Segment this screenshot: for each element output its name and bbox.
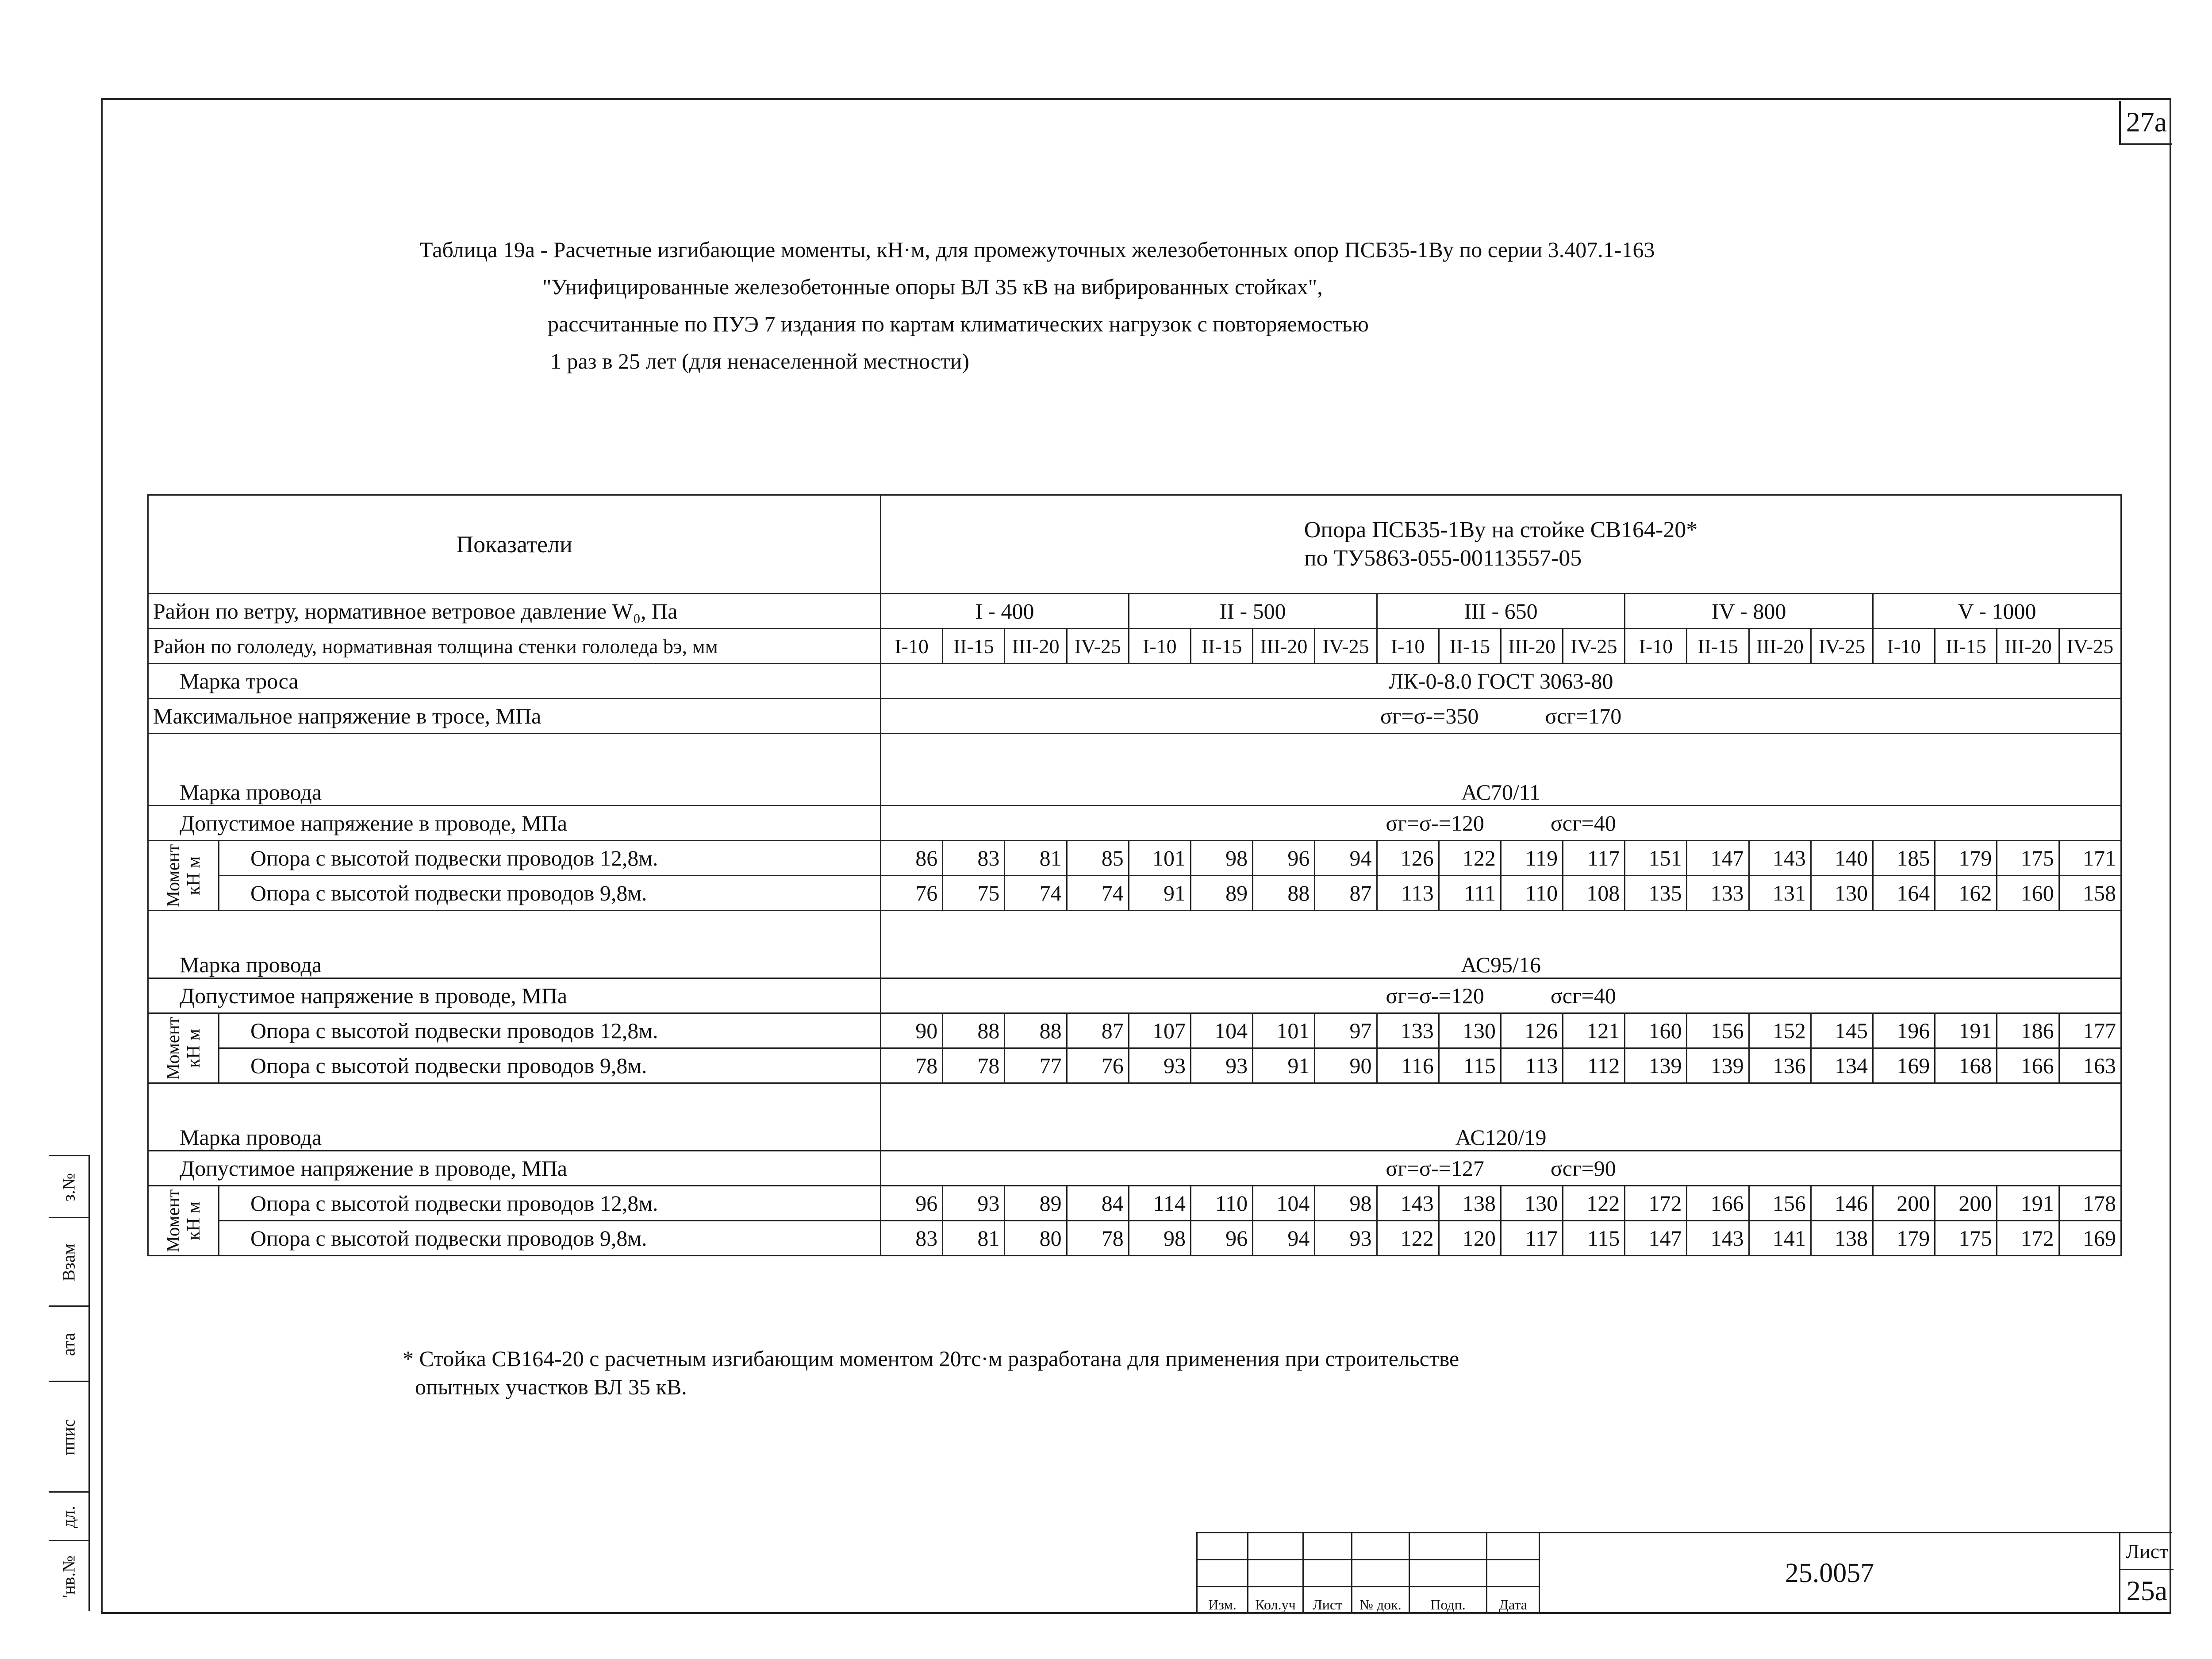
moment-value-cell: 130 xyxy=(1501,1186,1563,1221)
moment-value-cell: 178 xyxy=(2059,1186,2121,1221)
footnote xyxy=(403,1344,1459,1401)
moment-value-cell: 104 xyxy=(1253,1186,1315,1221)
moment-value-cell: 84 xyxy=(1067,1186,1129,1221)
moment-value-cell: 146 xyxy=(1811,1186,1873,1221)
moment-value-cell: 81 xyxy=(1005,841,1067,876)
moment-value-cell: 115 xyxy=(1563,1221,1625,1256)
moment-value-cell: 83 xyxy=(881,1221,943,1256)
wire-brand-value: АС70/11 xyxy=(881,734,2121,806)
moment-value-cell: 185 xyxy=(1873,841,1935,876)
revision-grid xyxy=(1196,1532,1540,1614)
moment-value-cell: 101 xyxy=(1129,841,1190,876)
moment-value-cell: 131 xyxy=(1749,876,1811,911)
moment-value-cell: 101 xyxy=(1253,1013,1315,1048)
moment-value-cell: 175 xyxy=(1997,841,2059,876)
moment-value-cell: 78 xyxy=(1067,1221,1129,1256)
moment-value-cell: 96 xyxy=(881,1186,943,1221)
moment-value-cell: 139 xyxy=(1687,1048,1749,1083)
cable-brand-label: Марка троса xyxy=(148,664,881,699)
moment-value-cell: 160 xyxy=(1625,1013,1687,1048)
moment-value-cell: 138 xyxy=(1439,1186,1501,1221)
stamp-label-sign: Подп. xyxy=(1409,1587,1487,1614)
moment-value-cell: 122 xyxy=(1439,841,1501,876)
moment-value-cell: 135 xyxy=(1625,876,1687,911)
side-stamp-cell: дл. xyxy=(49,1491,88,1541)
ice-district-cell: IV-25 xyxy=(1563,629,1625,664)
side-stamp-cell: ата xyxy=(49,1305,88,1382)
moment-value-cell: 143 xyxy=(1749,841,1811,876)
moment-value-cell: 152 xyxy=(1749,1013,1811,1048)
moment-unit-cell xyxy=(148,841,219,911)
ice-district-cell: II-15 xyxy=(1439,629,1501,664)
moment-value-cell: 93 xyxy=(1129,1048,1190,1083)
moment-value-cell: 111 xyxy=(1439,876,1501,911)
stamp-label-kol: Кол.уч xyxy=(1248,1587,1303,1614)
wind-district-cell: IV - 800 xyxy=(1625,594,1873,629)
caption-line-1: Таблица 19а - Расчетные изгибающие моменты, кН·м, для промежуточных железобетонных опор ПСБ35-1Ву по серии 3.407.1-163 xyxy=(419,237,1655,262)
ice-district-cell: II-15 xyxy=(1935,629,1997,664)
wire-stress-value: σг=σ-=120 σсг=40 xyxy=(881,806,2121,841)
sheet-number: 25а xyxy=(2126,1575,2168,1606)
moment-value-cell: 94 xyxy=(1253,1221,1315,1256)
moment-value-cell: 116 xyxy=(1377,1048,1439,1083)
moment-value-cell: 90 xyxy=(881,1013,943,1048)
moment-value-cell: 75 xyxy=(943,876,1005,911)
moment-value-cell: 117 xyxy=(1501,1221,1563,1256)
wind-row-label: Район по ветру, нормативное ветровое давление W₀, Па xyxy=(148,594,881,629)
moment-value-cell: 90 xyxy=(1315,1048,1377,1083)
moment-value-cell: 119 xyxy=(1501,841,1563,876)
moment-value-cell: 94 xyxy=(1315,841,1377,876)
moment-value-cell: 130 xyxy=(1811,876,1873,911)
moment-value-cell: 140 xyxy=(1811,841,1873,876)
moment-unit-label: Момент кН м xyxy=(163,1016,204,1080)
sheet-box xyxy=(2119,1532,2172,1613)
moment-value-cell: 143 xyxy=(1377,1186,1439,1221)
moment-value-cell: 168 xyxy=(1935,1048,1997,1083)
moment-value-cell: 74 xyxy=(1067,876,1129,911)
moment-value-cell: 169 xyxy=(1873,1048,1935,1083)
moment-value-cell: 114 xyxy=(1129,1186,1190,1221)
moment-value-cell: 191 xyxy=(1997,1186,2059,1221)
moment-unit-cell xyxy=(148,1013,219,1083)
cable-stress-value: σг=σ-=350 σсг=170 xyxy=(881,699,2121,734)
moment-value-cell: 113 xyxy=(1501,1048,1563,1083)
support-height-label: Опора с высотой подвески проводов 9,8м. xyxy=(219,1048,881,1083)
moment-value-cell: 133 xyxy=(1687,876,1749,911)
ice-district-cell: IV-25 xyxy=(2059,629,2121,664)
moment-value-cell: 98 xyxy=(1315,1186,1377,1221)
moment-value-cell: 151 xyxy=(1625,841,1687,876)
moment-value-cell: 78 xyxy=(943,1048,1005,1083)
moment-value-cell: 126 xyxy=(1377,841,1439,876)
moment-value-cell: 98 xyxy=(1190,841,1252,876)
moment-value-cell: 171 xyxy=(2059,841,2121,876)
wind-district-cell: II - 500 xyxy=(1129,594,1377,629)
cable-brand-value: ЛК-0-8.0 ГОСТ 3063-80 xyxy=(881,664,2121,699)
wire-stress-label: Допустимое напряжение в проводе, МПа xyxy=(148,806,881,841)
moment-value-cell: 89 xyxy=(1005,1186,1067,1221)
support-height-label: Опора с высотой подвески проводов 9,8м. xyxy=(219,876,881,911)
moment-value-cell: 169 xyxy=(2059,1221,2121,1256)
moment-value-cell: 200 xyxy=(1873,1186,1935,1221)
side-stamp-cell: ппис xyxy=(49,1381,88,1493)
side-stamp xyxy=(35,1155,101,1611)
moment-value-cell: 108 xyxy=(1563,876,1625,911)
ice-district-cell: IV-25 xyxy=(1315,629,1377,664)
wire-brand-value: АС120/19 xyxy=(881,1083,2121,1151)
moment-value-cell: 93 xyxy=(1190,1048,1252,1083)
ice-district-cell: I-10 xyxy=(1377,629,1439,664)
moment-value-cell: 177 xyxy=(2059,1013,2121,1048)
stamp-label-doc: № док. xyxy=(1352,1587,1409,1614)
moment-value-cell: 121 xyxy=(1563,1013,1625,1048)
moment-value-cell: 104 xyxy=(1190,1013,1252,1048)
moment-value-cell: 107 xyxy=(1129,1013,1190,1048)
moments-table xyxy=(147,494,2122,1256)
moment-value-cell: 147 xyxy=(1625,1221,1687,1256)
ice-district-cell: I-10 xyxy=(881,629,943,664)
moment-value-cell: 78 xyxy=(881,1048,943,1083)
sheet-label: Лист xyxy=(2120,1533,2174,1570)
moment-value-cell: 156 xyxy=(1687,1013,1749,1048)
moment-value-cell: 96 xyxy=(1190,1221,1252,1256)
moment-value-cell: 87 xyxy=(1067,1013,1129,1048)
moment-value-cell: 122 xyxy=(1377,1221,1439,1256)
ice-district-cell: III-20 xyxy=(1253,629,1315,664)
moment-value-cell: 139 xyxy=(1625,1048,1687,1083)
moment-value-cell: 186 xyxy=(1997,1013,2059,1048)
moment-value-cell: 112 xyxy=(1563,1048,1625,1083)
moment-value-cell: 97 xyxy=(1315,1013,1377,1048)
support-header-line-2: по ТУ5863-055-00113557-05 xyxy=(1304,546,1582,571)
moment-unit-label: Момент кН м xyxy=(163,1189,204,1252)
ice-district-cell: I-10 xyxy=(1873,629,1935,664)
wire-stress-value: σг=σ-=120 σсг=40 xyxy=(881,978,2121,1013)
moment-value-cell: 93 xyxy=(1315,1221,1377,1256)
moment-value-cell: 110 xyxy=(1190,1186,1252,1221)
moment-value-cell: 179 xyxy=(1935,841,1997,876)
moment-value-cell: 98 xyxy=(1129,1221,1190,1256)
moment-value-cell: 91 xyxy=(1253,1048,1315,1083)
moment-value-cell: 164 xyxy=(1873,876,1935,911)
wind-district-cell: V - 1000 xyxy=(1873,594,2121,629)
moment-value-cell: 179 xyxy=(1873,1221,1935,1256)
moment-value-cell: 122 xyxy=(1563,1186,1625,1221)
moment-value-cell: 147 xyxy=(1687,841,1749,876)
moment-value-cell: 166 xyxy=(1997,1048,2059,1083)
moment-value-cell: 117 xyxy=(1563,841,1625,876)
wire-brand-label: Марка провода xyxy=(148,1083,881,1151)
ice-district-cell: II-15 xyxy=(943,629,1005,664)
stamp-label-izm: Изм. xyxy=(1197,1587,1248,1614)
moment-value-cell: 162 xyxy=(1935,876,1997,911)
moment-value-cell: 145 xyxy=(1811,1013,1873,1048)
caption-line-4: 1 раз в 25 лет (для ненаселенной местности) xyxy=(550,349,969,373)
wire-stress-value: σг=σ-=127 σсг=90 xyxy=(881,1151,2121,1186)
moment-value-cell: 172 xyxy=(1997,1221,2059,1256)
ice-district-cell: II-15 xyxy=(1190,629,1252,664)
moment-value-cell: 113 xyxy=(1377,876,1439,911)
support-height-label: Опора с высотой подвески проводов 9,8м. xyxy=(219,1221,881,1256)
footnote-line-2: опытных участков ВЛ 35 кВ. xyxy=(415,1374,687,1399)
moment-value-cell: 141 xyxy=(1749,1221,1811,1256)
moment-value-cell: 166 xyxy=(1687,1186,1749,1221)
moment-value-cell: 115 xyxy=(1439,1048,1501,1083)
ice-district-cell: IV-25 xyxy=(1067,629,1129,664)
moment-value-cell: 110 xyxy=(1501,876,1563,911)
stamp-label-list: Лист xyxy=(1303,1587,1352,1614)
ice-district-cell: I-10 xyxy=(1129,629,1190,664)
ice-district-cell: I-10 xyxy=(1625,629,1687,664)
moment-value-cell: 172 xyxy=(1625,1186,1687,1221)
moment-value-cell: 130 xyxy=(1439,1013,1501,1048)
indicators-header: Показатели xyxy=(148,495,881,594)
moment-value-cell: 163 xyxy=(2059,1048,2121,1083)
moment-value-cell: 88 xyxy=(943,1013,1005,1048)
moment-value-cell: 81 xyxy=(943,1221,1005,1256)
document-number: 25.0057 xyxy=(1539,1532,2119,1613)
moment-value-cell: 133 xyxy=(1377,1013,1439,1048)
moment-value-cell: 120 xyxy=(1439,1221,1501,1256)
moment-value-cell: 83 xyxy=(943,841,1005,876)
side-stamp-cell: 'нв.№ xyxy=(49,1540,88,1612)
wire-stress-label: Допустимое напряжение в проводе, МПа xyxy=(148,978,881,1013)
moment-value-cell: 160 xyxy=(1997,876,2059,911)
moment-value-cell: 138 xyxy=(1811,1221,1873,1256)
moment-value-cell: 74 xyxy=(1005,876,1067,911)
moment-value-cell: 196 xyxy=(1873,1013,1935,1048)
moment-value-cell: 143 xyxy=(1687,1221,1749,1256)
moment-value-cell: 136 xyxy=(1749,1048,1811,1083)
moment-value-cell: 88 xyxy=(1005,1013,1067,1048)
ice-district-cell: III-20 xyxy=(1005,629,1067,664)
wire-stress-label: Допустимое напряжение в проводе, МПа xyxy=(148,1151,881,1186)
wind-district-cell: I - 400 xyxy=(881,594,1129,629)
moment-value-cell: 91 xyxy=(1129,876,1190,911)
wire-brand-label: Марка провода xyxy=(148,911,881,978)
moment-value-cell: 134 xyxy=(1811,1048,1873,1083)
moment-value-cell: 85 xyxy=(1067,841,1129,876)
moment-value-cell: 191 xyxy=(1935,1013,1997,1048)
stamp-label-date: Дата xyxy=(1487,1587,1540,1614)
title-block xyxy=(1196,1532,2172,1613)
moment-value-cell: 158 xyxy=(2059,876,2121,911)
side-stamp-cell: з.№ xyxy=(49,1155,88,1218)
moment-value-cell: 156 xyxy=(1749,1186,1811,1221)
ice-district-cell: IV-25 xyxy=(1811,629,1873,664)
moment-value-cell: 89 xyxy=(1190,876,1252,911)
moment-value-cell: 175 xyxy=(1935,1221,1997,1256)
cable-stress-label: Максимальное напряжение в тросе, МПа xyxy=(148,699,881,734)
ice-district-cell: III-20 xyxy=(1997,629,2059,664)
support-height-label: Опора с высотой подвески проводов 12,8м. xyxy=(219,841,881,876)
moment-value-cell: 86 xyxy=(881,841,943,876)
moment-value-cell: 87 xyxy=(1315,876,1377,911)
moment-value-cell: 88 xyxy=(1253,876,1315,911)
moment-unit-label: Момент кН м xyxy=(163,844,204,907)
side-stamp-line xyxy=(88,1155,90,1611)
moment-value-cell: 93 xyxy=(943,1186,1005,1221)
moment-value-cell: 200 xyxy=(1935,1186,1997,1221)
support-height-label: Опора с высотой подвески проводов 12,8м. xyxy=(219,1013,881,1048)
ice-district-cell: III-20 xyxy=(1501,629,1563,664)
moment-value-cell: 76 xyxy=(881,876,943,911)
caption-line-2: "Унифицированные железобетонные опоры ВЛ 35 кВ на вибрированных стойках", xyxy=(542,274,1323,299)
support-height-label: Опора с высотой подвески проводов 12,8м. xyxy=(219,1186,881,1221)
wire-brand-label: Марка провода xyxy=(148,734,881,806)
moment-value-cell: 76 xyxy=(1067,1048,1129,1083)
support-header-line-1: Опора ПСБ35-1Ву на стойке СВ164-20* xyxy=(1304,517,1698,543)
moment-value-cell: 80 xyxy=(1005,1221,1067,1256)
ice-district-cell: III-20 xyxy=(1749,629,1811,664)
moment-value-cell: 96 xyxy=(1253,841,1315,876)
caption-line-3: рассчитанные по ПУЭ 7 издания по картам климатических нагрузок с повторяемостью xyxy=(548,312,1369,336)
footnote-line-1: * Стойка СВ164-20 с расчетным изгибающим моментом 20тс·м разработана для применения при строительстве xyxy=(403,1346,1459,1371)
ice-district-cell: II-15 xyxy=(1687,629,1749,664)
side-stamp-cell: Взам xyxy=(49,1217,88,1307)
wire-brand-value: АС95/16 xyxy=(881,911,2121,978)
wind-district-cell: III - 650 xyxy=(1377,594,1625,629)
moment-value-cell: 126 xyxy=(1501,1013,1563,1048)
moment-value-cell: 77 xyxy=(1005,1048,1067,1083)
ice-row-label: Район по гололеду, нормативная толщина стенки гололеда bэ, мм xyxy=(148,629,881,664)
moment-unit-cell xyxy=(148,1186,219,1256)
page-corner-number: 27а xyxy=(2119,101,2172,145)
support-header xyxy=(881,495,2121,594)
